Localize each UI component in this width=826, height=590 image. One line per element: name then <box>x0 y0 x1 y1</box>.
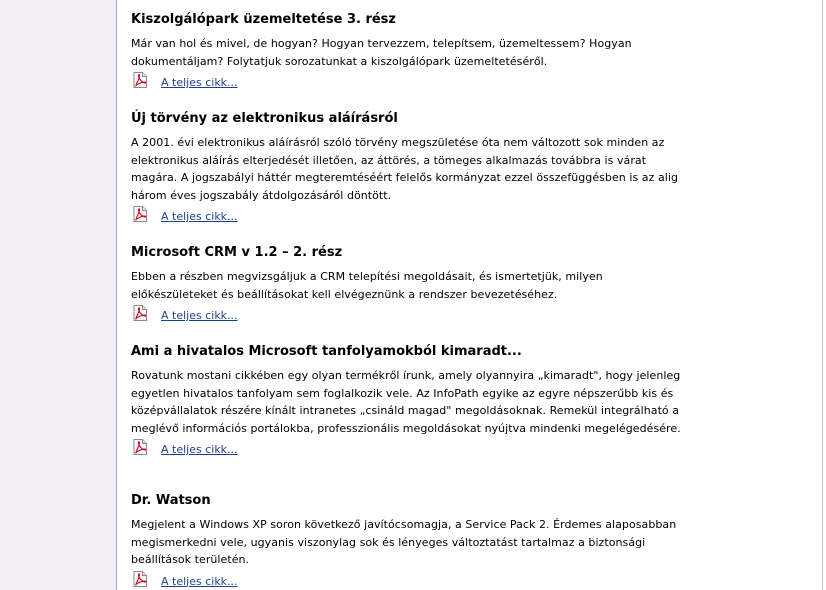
pdf-icon[interactable] <box>133 72 147 88</box>
read-more-row <box>131 442 691 460</box>
right-border <box>822 0 823 590</box>
read-more-row <box>131 75 691 93</box>
article-item <box>131 12 691 93</box>
article-item <box>131 493 691 590</box>
read-more-row <box>131 308 691 326</box>
pdf-icon[interactable] <box>133 439 147 455</box>
read-more-link[interactable]: A teljes cikk... <box>161 210 238 223</box>
article-summary: Ebben a részben megvizsgáljuk a CRM telepítési megoldásait, és ismertetjük, milyen előkészületeket és beállításokat kell elvégeznünk a rendszer bevezetéséhez. <box>131 270 603 301</box>
article-summary: Már van hol és mivel, de hogyan? Hogyan tervezzem, telepítsem, üzemeltessem? Hogyan dokumentáljam? Folytatjuk sorozatunkat a kiszolgálópark üzemeltetéséről. <box>131 37 632 68</box>
read-more-row <box>131 209 691 227</box>
read-more-link[interactable]: A teljes cikk... <box>161 574 238 588</box>
article-summary: Megjelent a Windows XP soron következő javítócsomagja, a Service Pack 2. Érdemes alaposabban megismerkedni vele, ugyanis viszonylag sok és lényeges változtatást tartalmaz a biztonsági beállítások területén. <box>131 518 677 566</box>
read-more-link[interactable]: A teljes cikk... <box>161 443 238 456</box>
article-title: Ami a hivatalos Microsoft tanfolyamokból kimaradt... <box>131 344 522 359</box>
article-summary: A 2001. évi elektronikus aláírásról szóló törvény megszületése óta nem változott sok minden az elektronikus aláírás elterjedését illetően, az áttörés, a tömeges alkalmazás továbbra is várat magára. A jogszabályi háttér megteremtéséért felelős kormányzat ezzel összefüggésben is az alig három éves jogszabály átdolgozásáról döntött. <box>131 136 678 202</box>
article-item <box>131 245 691 326</box>
article-title: Új törvény az elektronikus aláírásról <box>131 111 398 126</box>
read-more-row <box>131 574 691 590</box>
article-title: Kiszolgálópark üzemeltetése 3. rész <box>131 12 396 27</box>
article-summary: Rovatunk mostani cikkében egy olyan termékről írunk, amely olyannyira „kimaradt", hogy jelenleg egyetlen hivatalos tanfolyam sem foglalkozik vele. Az InfoPath egyike az egyre népszerűbb kis és középvállalatok részére kínált intranetes „csináld magad" megoldásoknak. Remekül integrálható a meglévő információs portálokba, professzionális megoldásokat nyújtva mindenki megelégedésére. <box>131 369 681 435</box>
pdf-icon[interactable] <box>133 305 147 321</box>
read-more-link[interactable]: A teljes cikk... <box>161 309 238 322</box>
left-sidebar-panel <box>0 0 117 590</box>
read-more-link[interactable]: A teljes cikk... <box>161 76 238 89</box>
article-title: Dr. Watson <box>131 493 211 508</box>
article-title: Microsoft CRM v 1.2 – 2. rész <box>131 245 343 260</box>
article-item <box>131 344 691 460</box>
article-item <box>131 111 691 227</box>
pdf-icon[interactable] <box>133 206 147 222</box>
pdf-icon[interactable] <box>133 571 147 587</box>
